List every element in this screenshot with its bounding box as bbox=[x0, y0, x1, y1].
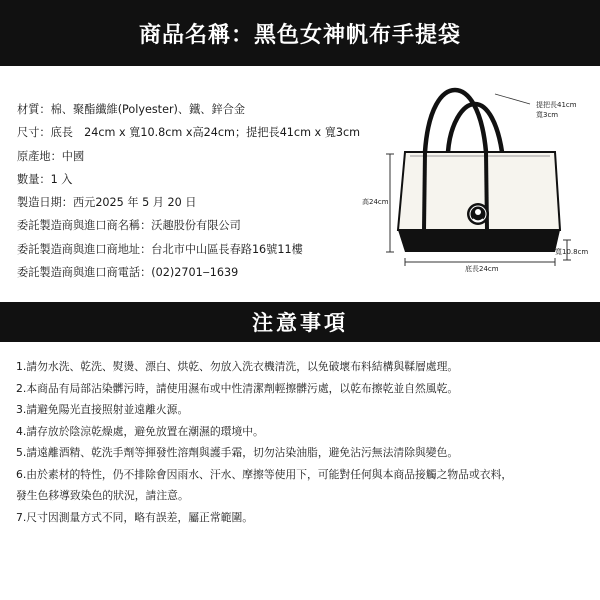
siren-logo-icon bbox=[467, 203, 489, 225]
handle-width-label: 寬3cm bbox=[536, 111, 559, 119]
note-item: 2.本商品有局部沾染髒污時，請使用濕布或中性清潔劑輕擦髒污處，以乾布擦乾並自然風乾。 bbox=[16, 381, 459, 395]
spec-manufacture-date: 製造日期：西元2025 年 5 月 20 日 bbox=[17, 196, 197, 210]
page-title: 商品名稱：黑色女神帆布手提袋 bbox=[138, 22, 461, 48]
note-item: 1.請勿水洗、乾洗、熨燙、漂白、烘乾、勿放入洗衣機清洗，以免破壞布料結構與鞣層處理。 bbox=[16, 360, 459, 373]
handle-length-label: 提把長41cm bbox=[536, 101, 577, 109]
depth-label: 寬10.8cm bbox=[555, 248, 589, 256]
notes-list bbox=[16, 356, 594, 528]
note-item: 5.請遠離酒精、乾洗手劑等揮發性溶劑與護手霜，切勿沾染油脂，避免沾污無法清除與變色。 bbox=[16, 446, 459, 459]
spec-company-phone: 委託製造商與進口商電話：(02)2701‒1639 bbox=[17, 266, 239, 280]
spec-origin: 原產地：中國 bbox=[17, 149, 85, 163]
bottom-length-label: 底長24cm bbox=[465, 265, 499, 273]
tote-bag-illustration bbox=[350, 80, 600, 290]
bag-bottom bbox=[398, 230, 560, 252]
title-bar bbox=[0, 0, 600, 66]
notes-title: 注意事項 bbox=[252, 311, 348, 335]
spec-company-address: 委託製造商與進口商地址：台北市中山區長春路16號11樓 bbox=[17, 242, 303, 256]
note-item-continued: 發生色移導致染色的狀況，請注意。 bbox=[16, 489, 189, 502]
bag-diagram bbox=[350, 80, 600, 290]
strap-left bbox=[424, 152, 425, 230]
spec-list bbox=[17, 98, 360, 284]
height-label: 高24cm bbox=[362, 198, 389, 206]
spec-quantity: 數量：1 入 bbox=[17, 172, 73, 186]
note-item: 4.請存放於陰涼乾燥處，避免放置在潮濕的環境中。 bbox=[16, 424, 264, 438]
note-item: 7.尺寸因測量方式不同，略有誤差，屬正常範圍。 bbox=[16, 510, 254, 524]
spec-size: 尺寸：底長 24cm x 寬10.8cm x高24cm；提把長41cm x 寬3cm bbox=[17, 126, 361, 140]
notes-header bbox=[0, 302, 600, 342]
spec-company-name: 委託製造商與進口商名稱：沃趣股份有限公司 bbox=[17, 219, 241, 233]
note-item: 3.請避免陽光直接照射並遠離火源。 bbox=[16, 403, 189, 416]
note-item: 6.由於素材的特性，仍不排除會因雨水、汗水、摩擦等使用下，可能對任何與本商品接觸之物品或衣料， bbox=[16, 467, 513, 481]
spec-material: 材質：棉、聚酯纖維(Polyester)、鐵、鋅合金 bbox=[17, 103, 246, 116]
